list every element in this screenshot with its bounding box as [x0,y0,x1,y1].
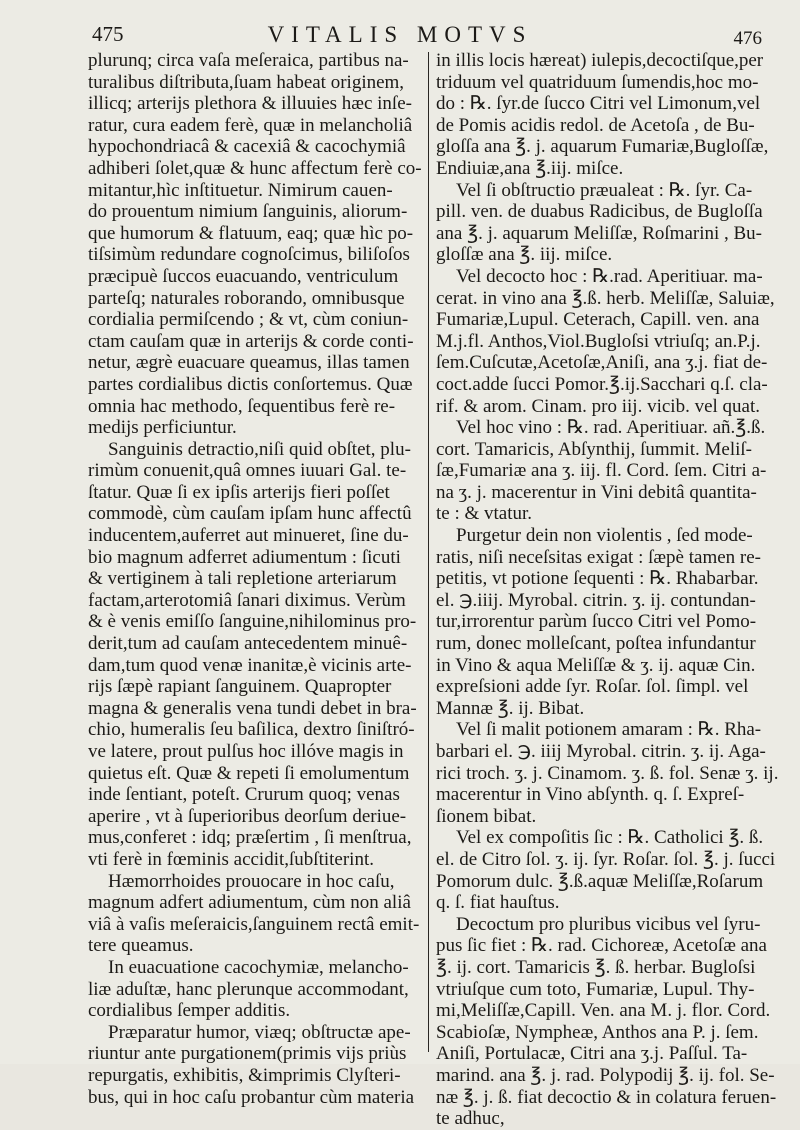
text-line: riuntur ante purgationem(primis vijs priùs [88,1043,407,1065]
text-line: gloſſæ ana ℥. iij. miſce. [436,244,613,266]
text-line: quietus eſt. Quæ & repeti ſi emolumentum [88,762,410,784]
text-line: el. ℈.iiij. Myrobal. citrin. ʒ. ij. contundan- [436,589,756,611]
text-line: vti ferè in fœminis accidit,ſubſtiterint. [88,848,374,870]
text-line: commodè, cùm cauſam ipſam hunc affectû [88,503,412,525]
text-line: parteſq; naturales roborando, omnibusque [88,287,405,309]
text-line: illicq; arterijs plethora & illuuies hæc inſe- [88,93,412,115]
text-line: do : ℞. ſyr.de ſucco Citri vel Limonum,vel [436,93,761,115]
text-line: M.j.fl. Anthos,Viol.Bugloſsi vtriuſq; an.P.j. [436,330,761,352]
text-line: ctam cauſam quæ in arterijs & corde conti- [88,330,414,352]
text-line: In euacuatione cacochymiæ, melancho- [108,956,409,978]
text-line: magna & generalis vena tundi debet in bra- [88,697,417,719]
text-line: tere queamus. [88,935,194,957]
text-line: el. de Citro ſol. ʒ. ij. ſyr. Roſar. ſol. ℥. j. ſucci [436,848,776,870]
text-line: mi,Meliſſæ,Capill. Ven. ana M. j. flor. Cord. [436,1000,771,1022]
running-head: VITALIS MOTVS [267,22,533,47]
text-line: in illis locis hæreat) iulepis,decoctiſque,per [436,50,764,71]
text-line: cordialibus ſemper additis. [88,1000,291,1022]
text-line: Præparatur humor, viæq; obſtructæ ape- [108,1021,411,1043]
text-line: ratis, niſi neceſsitas exigat : ſæpè tamen re- [436,546,762,568]
text-line: petitis, vt potione ſequenti : ℞. Rhabarbar. [436,568,759,590]
text-line: triduum vel quatriduum ſumendis,hoc mo- [436,71,759,93]
text-line: macerentur in Vino abſynth. q. ſ. Expreſ- [436,784,745,806]
text-line: pill. ven. de duabus Radicibus, de Bugloſſa [436,201,763,223]
text-line: Scabioſæ, Nympheæ, Anthos ana P. j. ſem. [436,1021,759,1043]
text-line: inde ſentiant, poteſt. Crurum quoq; venas [88,784,400,806]
text-line: turalibus diſtributa,ſuam habeat originem, [88,71,405,93]
text-line: Purgetur dein non violentis , ſed mode- [456,525,753,547]
text-line: tur,irrorentur parùm ſucco Citri vel Pomo- [436,611,757,633]
text-line: Aniſi, Portulacæ, Citri ana ʒ.j. Paſſul. Ta- [436,1043,748,1065]
page-number-left: 475 [92,22,124,46]
text-line: rif. & arom. Cinam. pro iij. vicib. vel quat. [436,395,760,417]
text-line: rici troch. ʒ. j. Cinamom. ʒ. ß. fol. Senæ ʒ. ij. [436,762,779,784]
text-line: pus ſic fiet : ℞. rad. Cichoreæ, Acetoſæ ana [436,935,767,957]
text-line: na ʒ. j. macerentur in Vini debitâ quantita- [436,481,757,503]
text-line: plurunq; circa vaſa meſeraica, partibus na- [88,50,409,71]
text-line: coct.adde ſucci Pomor.℥.ij.Sacchari q.ſ. cla- [436,373,768,395]
text-line: ve latere, prout pulſus hoc illóve magis in [88,741,404,762]
text-line: netur, ægrè euacuare queamus, illas tamen [88,352,410,374]
text-line: næ ℥. j. ß. fiat decoctio & in colatura feruen- [436,1086,777,1108]
text-line: dam,tum quod venæ inanitæ,è vicinis arte- [88,654,412,676]
text-line: gloſſa ana ℥. j. aquarum Fumariæ,Bugloſſæ, [436,136,769,158]
text-line: Hæmorrhoides prouocare in hoc caſu, [108,870,395,892]
text-line: medijs perficiuntur. [88,417,237,439]
text-line: & vertiginem à tali repletione arteriarum [88,568,397,590]
text-line: cort. Tamaricis, Abſynthij, ſummit. Meliſ- [436,438,753,460]
text-line: Sanguinis detractio,niſi quid obſtet, plu- [108,438,411,460]
text-line: vtriuſque cum toto, Fumariæ, Lupul. Thy- [436,978,755,1000]
text-line: adhiberi ſolet,quæ & hunc affectum ferè co- [88,157,422,179]
text-line: de Pomis acidis redol. de Acetoſa , de Bu- [436,114,755,136]
text-line: præcipuè ſuccos euacuando, ventriculum [88,265,399,287]
text-line: cordialia permiſcendo ; & vt, cùm coniun- [88,309,409,331]
column-divider [428,52,429,1052]
text-line: omnia hac methodo, ſequentibus ferè re- [88,395,396,417]
text-line: bio magnum adferret adiumentum : ſicuti [88,546,401,568]
text-line: & è venis emiſſo ſanguine,nihilominus pro- [88,611,417,633]
text-line: rimùm conuenit,quâ omnes iuuari Gal. te- [88,460,407,482]
text-line: rijs ſæpè rapiant ſanguinem. Quapropter [88,676,392,698]
text-line: Pomorum dulc. ℥.ß.aquæ Meliſſæ,Roſarum [436,870,764,892]
text-line: ſtatur. Quæ ſi ex ipſis arterijs fieri poſſet [88,481,390,503]
text-line: Endiuiæ,ana ℥.iij. miſce. [436,157,624,179]
text-line: ſionem bibat. [436,805,537,827]
left-text-column [88,50,424,1108]
text-line: cerat. in vino ana ℥.ß. herb. Meliſſæ, Saluiæ, [436,287,775,309]
text-line: expreſsioni adde ſyr. Roſar. ſol. ſimpl. vel [436,676,749,698]
text-line: Vel ſi obſtructio præualeat : ℞. ſyr. Ca- [456,179,753,201]
text-line: derit,tum ad cauſam antecedentem minuê- [88,633,408,655]
text-line: liæ aduſtæ, hanc plerunque accommodant, [88,978,409,1000]
text-line: mitantur,hìc inſtituetur. Nimirum cauen- [88,179,393,201]
text-line: magnum adfert adiumentum, cùm non aliâ [88,892,411,914]
text-line: Decoctum pro pluribus vicibus vel ſyru- [456,913,761,935]
text-line: rum, donec molleſcant, poſtea infundantur [436,633,756,655]
text-line: Vel ex compoſitis ſic : ℞. Catholici ℥. ß. [456,827,764,849]
text-line: partes cordialibus dictis conſortemus. Quæ [88,373,413,395]
text-line: ℥. ij. cort. Tamaricis ℥. ß. herbar. Bugloſsi [436,956,756,978]
right-text-column [436,50,779,1130]
text-line: ratur, cura eadem ferè, quæ in melancholiâ [88,114,413,136]
text-line: Vel decocto hoc : ℞.rad. Aperitiuar. ma- [456,265,763,287]
text-line: repurgatis, exhibitis, &imprimis Clyſteri- [88,1064,401,1086]
text-line: ana ℥. j. aquarum Meliſſæ, Roſmarini , Bu- [436,222,763,244]
text-line: que humorum & flatuum, eaq; quæ hìc po- [88,222,414,244]
text-line: viâ à vaſis meſeraicis,ſanguinem rectâ emit- [88,913,420,935]
text-line: mus,conferet : idq; præſertim , ſi menſtrua, [88,827,412,849]
text-line: ſæ,Fumariæ ana ʒ. iij. fl. Cord. ſem. Citri a- [436,460,767,482]
text-line: Vel hoc vino : ℞. rad. Aperitiuar. añ.℥.ß. [456,417,766,439]
text-line: Mannæ ℥. ij. Bibat. [436,697,585,719]
text-line: bus, qui in hoc caſu probantur cùm materia [88,1086,415,1108]
text-line: chio, humeralis ſeu baſilica, dextro ſiniſtró- [88,719,415,741]
text-line: aperire , vt à ſuperioribus deorſum deriue- [88,805,407,827]
text-line: inducentem,auferret aut minueret, ſine du- [88,525,409,547]
text-line: ſem.Cuſcutæ,Acetoſæ,Aniſi, ana ʒ.j. fiat de- [436,352,768,374]
text-line: do prouentum nimium ſanguinis, aliorum- [88,201,408,223]
text-line: in Vino & aqua Meliſſæ & ʒ. ij. aquæ Cin. [436,654,756,676]
page-number-right: 476 [733,28,762,49]
text-line: q. ſ. fiat hauſtus. [436,892,560,914]
text-line: te : & vtatur. [436,503,533,525]
text-line: marind. ana ℥. j. rad. Polypodij ℥. ij. fol. Se- [436,1064,775,1086]
text-line: hypochondriacâ & cacexiâ & cacochymiâ [88,136,406,158]
text-line: Vel ſi malit potionem amaram : ℞. Rha- [456,719,762,741]
text-line: barbari el. ℈. iiij Myrobal. citrin. ʒ. ij. Aga- [436,741,766,762]
text-line: te adhuc, [436,1108,505,1130]
text-line: tiſsimùm redundare cognoſcimus, biliſoſos [88,244,410,266]
text-line: Fumariæ,Lupul. Ceterach, Capill. ven. ana [436,309,760,331]
text-line: factam,arterotomiâ ſanari diximus. Verùm [88,589,406,611]
